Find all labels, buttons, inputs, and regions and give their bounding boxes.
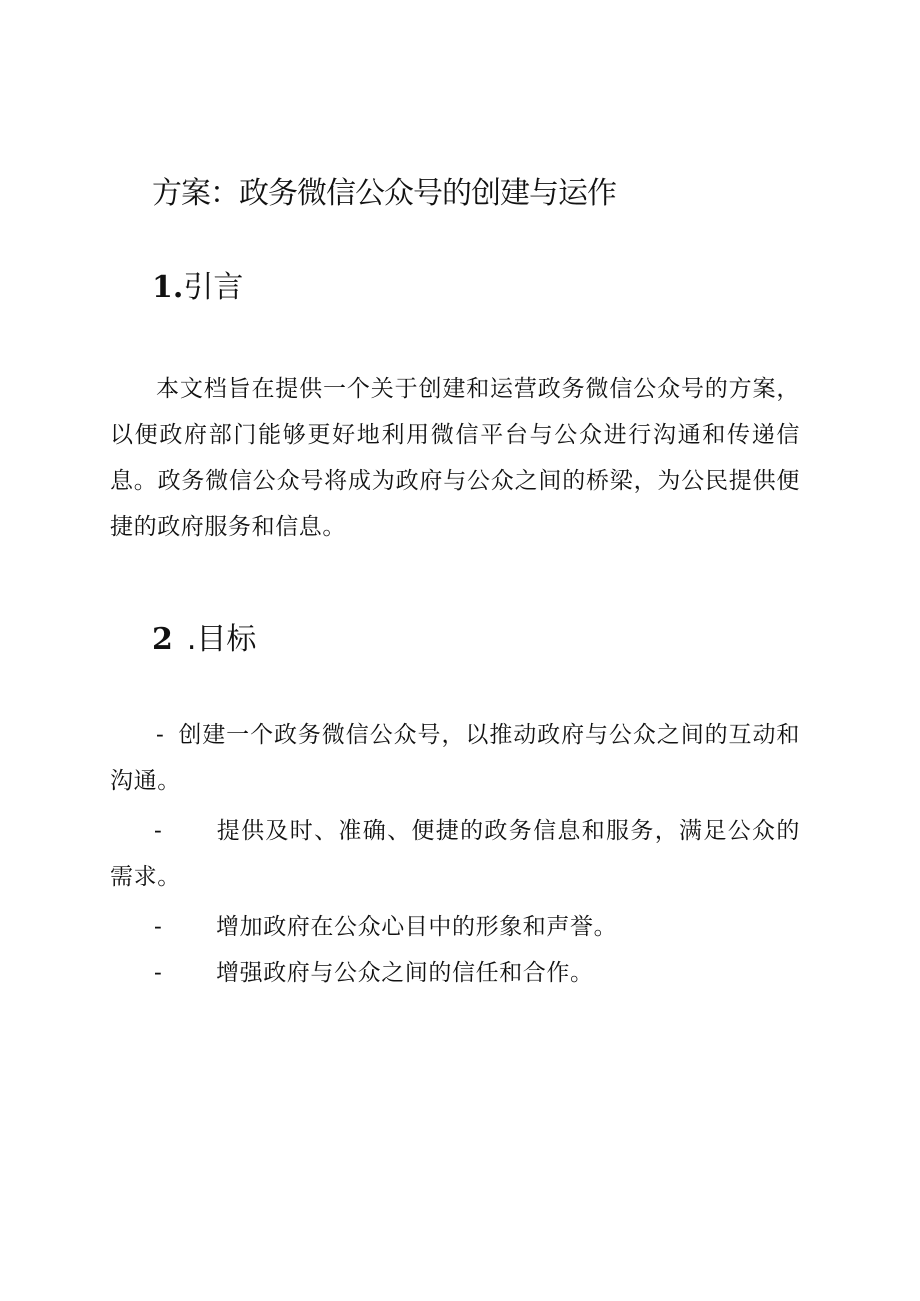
- goal-text: 增加政府在公众心目中的形象和声誉。: [216, 914, 618, 940]
- section-number-suffix: .: [186, 622, 197, 657]
- section-heading-introduction: [152, 266, 243, 310]
- section-number: 2: [152, 622, 173, 657]
- goal-item: [110, 712, 800, 804]
- goal-item: [110, 904, 800, 950]
- document-title: 方案：政务微信公众号的创建与运作: [152, 176, 616, 211]
- bullet-dash: -: [154, 818, 163, 844]
- goal-item: [110, 808, 800, 900]
- bullet-dash: -: [154, 914, 163, 940]
- section-title: 引言: [183, 270, 244, 305]
- bullet-dash: -: [154, 960, 163, 986]
- introduction-paragraph: 本文档旨在提供一个关于创建和运营政务微信公众号的方案，以便政府部门能够更好地利用微信平台与公众进行沟通和传递信息。政务微信公众号将成为政府与公众之间的桥梁，为公民提供便捷的政府服务和信息。: [110, 376, 800, 540]
- bullet-dash: -: [156, 722, 165, 748]
- goal-text: 提供及时、准确、便捷的政务信息和服务，满足公众的需求。: [110, 818, 800, 890]
- goal-text: 增强政府与公众之间的信任和合作。: [216, 960, 594, 986]
- section-title: 目标: [196, 622, 257, 657]
- section-number: 1.: [152, 270, 184, 305]
- goal-text: 创建一个政务微信公众号，以推动政府与公众之间的互动和沟通。: [110, 722, 800, 794]
- goal-item: [110, 950, 800, 996]
- section-heading-goals: [152, 618, 256, 662]
